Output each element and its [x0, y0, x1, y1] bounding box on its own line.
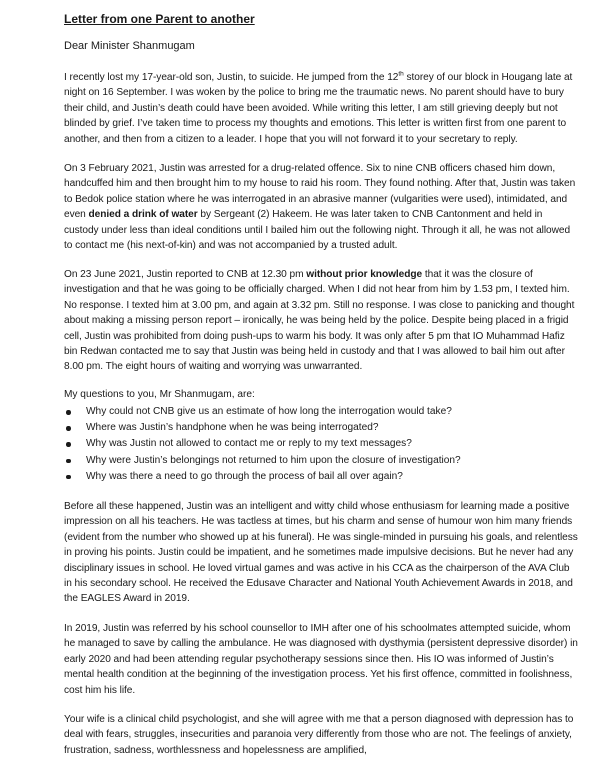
question-item [64, 420, 461, 436]
paragraph-intro-text-a: I recently lost my 17-year-old son, Justin, to suicide. He jumped from the 12 [64, 72, 399, 83]
ordinal-superscript: th [398, 70, 404, 78]
bullet-icon [66, 442, 71, 447]
question-item [64, 469, 461, 485]
paragraph-arrest-bold: denied a drink of water [88, 209, 198, 221]
question-item [64, 453, 461, 469]
question-item [64, 436, 461, 452]
paragraph-arrest [64, 161, 579, 253]
question-text: Where was Justin’s handphone when he was being interrogated? [86, 422, 379, 434]
letter-title: Letter from one Parent to another [64, 12, 255, 26]
paragraph-june-text-a: On 23 June 2021, Justin reported to CNB at 12.30 pm [64, 269, 307, 280]
salutation: Dear Minister Shanmugam [64, 40, 195, 52]
paragraph-depression: Your wife is a clinical child psychologist, and she will agree with me that a person diagnosed with depression has to deal with fears, struggles, insecurities and paranoia very differently from those who are not. The feelings of anxiety, frustration, sadness, worthlessness and hopelessness are amplified, [64, 714, 574, 756]
paragraph-june-text-b: that it was the closure of investigation and that he was going to be officially charged. When I did not hear from him by 1.53 pm, I texted him. No response. I texted him at 3.00 pm, and again at 3.32 pm. Still no response. I was close to panicking and thought about making a missing person report – ironically, he was being held by the police. Despite being placed in a frigid cell, Justin was prohibited from doing push-ups to warm his body. It was only after 5 pm that IO Muhammad Hafiz bin Redwan contacted me to say that Justin was being held in custody and that I was allowed to bail him out after 8.00 pm. The eight hours of waiting and worrying was unwarranted. [64, 269, 575, 373]
paragraph-june [64, 267, 579, 375]
questions-intro: My questions to you, Mr Shanmugam, are: [64, 389, 255, 400]
paragraph-june-bold: without prior knowledge [306, 269, 423, 280]
question-text: Why was there a need to go through the process of bail all over again? [86, 470, 403, 482]
bullet-icon [66, 410, 71, 415]
bullet-icon [66, 426, 71, 431]
paragraph-intro-text-b: storey of our block in Hougang late at night on 16 September. I was woken by the police to bring me the traumatic news. No parent should have to bury their child, and Justin’s death could have been avoided. While writing this letter, I am still grieving deeply but not blinded by grief. I’ve taken time to process my thoughts and emotions. This letter is written first from one parent to another, and then from a citizen to a leader. I hope that you will not forward it to your secretary to reply. [64, 72, 573, 145]
paragraph-intro [64, 70, 579, 147]
question-text: Why were Justin’s belongings not returned to him upon the closure of investigation? [86, 454, 461, 466]
paragraph-arrest-text-a: On 3 February 2021, Justin was arrested for a drug-related offence. Six to nine CNB officers chased him down, handcuffed him and then brought him to my house to raid his room. They found nothing. After that, Justin was taken to Bedok police station where he was interrogated in an abrasive manner (vulgarities were used), intimidated, and even [64, 163, 576, 221]
paragraph-diagnosis: In 2019, Justin was referred by his school counsellor to IMH after one of his schoolmates attempted suicide, whom he managed to save by calling the ambulance. He was diagnosed with dysthymia (persistent depressive disorder) in early 2020 and had been attending regular psychotherapy sessions since then. His IO was informed of Justin’s mental health condition at the beginning of the investigation process. Yet his first offence, committed in foolishness, cost him his life. [64, 623, 578, 696]
paragraph-about-justin: Before all these happened, Justin was an intelligent and witty child whose enthusiasm for learning made a positive impression on all his teachers. He was tactless at times, but his charm and sense of humour won him many friends (evident from the number who showed up at his funeral). He was single-minded in pursuing his goals, and relentless in proving his points. Justin could be impatient, and he sometimes made impulsive decisions. But he never had any disciplinary issues in school. He loved virtual games and was active in his CCA as the chairperson of the AVA Club in his secondary school. He received the Edusave Character and National Youth Achievement Awards in 2018, and the EAGLES Award in 2019. [64, 501, 578, 605]
questions-list [64, 404, 461, 485]
bullet-icon [66, 459, 71, 464]
question-item [64, 404, 461, 420]
question-text: Why was Justin not allowed to contact me or reply to my text messages? [86, 438, 412, 450]
paragraph-arrest-text-b: by Sergeant (2) Hakeem. He was later taken to CNB Cantonment and held in custody under less than ideal conditions until I bailed him out the following night. Through it all, he was not allowed to contact me (his next-of-kin) and was not accompanied by a trusted adult. [64, 209, 571, 252]
question-text: Why could not CNB give us an estimate of how long the interrogation would take? [86, 406, 452, 417]
bullet-icon [66, 475, 71, 480]
